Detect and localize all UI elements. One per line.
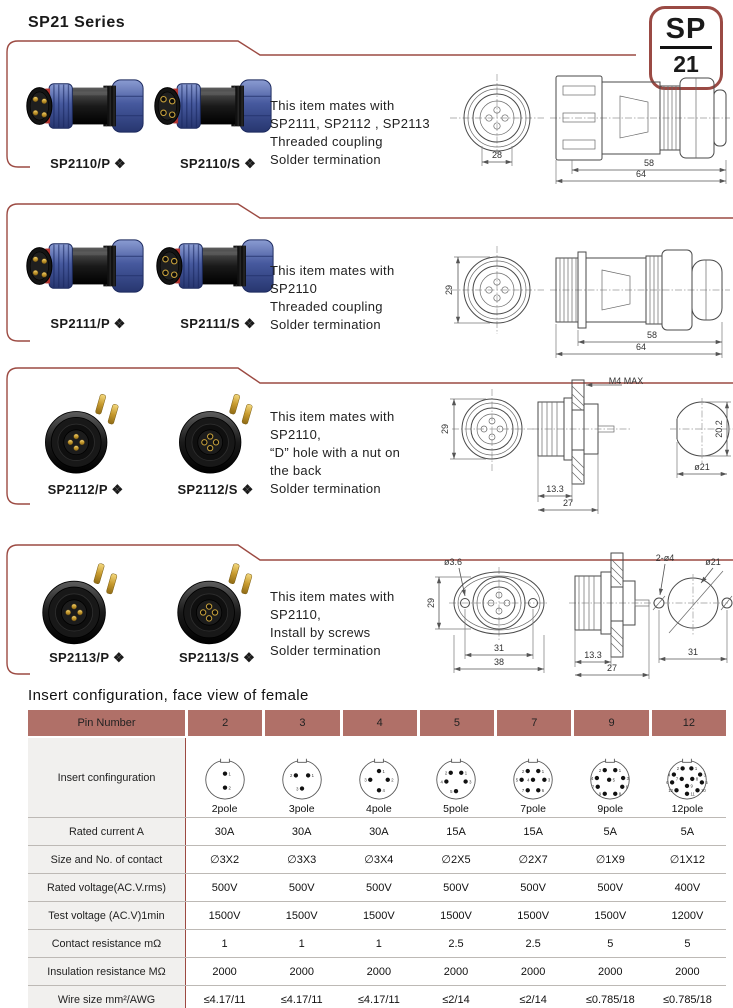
row-label: Rated voltage(AC.V.rms) — [28, 874, 186, 901]
table-cell: 2000 — [649, 958, 726, 985]
svg-text:5: 5 — [612, 777, 616, 783]
table-cell: 2000 — [263, 958, 340, 985]
description-line: Solder termination — [270, 152, 381, 167]
table-cell: 400V — [649, 874, 726, 901]
dimension-drawing-sp2111 — [430, 238, 733, 358]
connector-photo-sp2112s — [162, 385, 270, 483]
connector-photo-sp2113s — [160, 555, 270, 653]
table-cell: 1200V — [649, 902, 726, 929]
pin-diagram-3pole — [274, 752, 330, 804]
pin-count-header: 3 — [265, 710, 339, 736]
description-line: Threaded coupling — [270, 134, 383, 149]
dimension-drawing-sp2112 — [430, 372, 733, 515]
table-row — [28, 817, 726, 845]
table-cell: 1500V — [495, 902, 572, 929]
svg-text:5: 5 — [705, 780, 709, 786]
table-cell: ≤2/14 — [495, 986, 572, 1008]
svg-text:3: 3 — [548, 777, 551, 783]
product-label: SP2111/S ❖ — [180, 316, 256, 331]
table-cell: 2000 — [340, 958, 417, 985]
svg-text:4: 4 — [527, 777, 530, 783]
table-cell: 30A — [186, 818, 263, 845]
connector-photo-sp2110s — [148, 60, 274, 152]
pole-label: 9pole — [597, 803, 624, 815]
svg-text:1: 1 — [382, 768, 385, 774]
connector-photo-sp2111s — [150, 218, 276, 314]
pin-count-header: 5 — [420, 710, 494, 736]
svg-text:58: 58 — [646, 330, 658, 340]
table-cell: 5 — [649, 930, 726, 957]
insert-configuration-cell — [263, 738, 340, 817]
svg-text:12: 12 — [668, 788, 674, 793]
table-cell: 1 — [186, 930, 263, 957]
description-line: This item mates with — [270, 263, 395, 278]
pin-count-header: 4 — [343, 710, 417, 736]
table-row — [28, 957, 726, 985]
pin-diagram-7pole — [505, 752, 561, 804]
svg-text:1: 1 — [311, 773, 314, 779]
pin-diagram-5pole — [428, 752, 484, 804]
svg-text:3: 3 — [704, 772, 707, 778]
pole-label: 5pole — [443, 803, 469, 815]
svg-text:7: 7 — [592, 784, 595, 790]
table-cell: ≤4.17/11 — [340, 986, 417, 1008]
table-body — [28, 817, 726, 1008]
pin-count-header: 2 — [188, 710, 262, 736]
dimension-drawing-sp2113 — [425, 543, 733, 680]
row-label: Insulation resistance MΩ — [28, 958, 186, 985]
product-label: SP2111/P ❖ — [50, 316, 126, 331]
table-row — [28, 845, 726, 873]
description-line: Solder termination — [270, 481, 381, 496]
table-header-row — [28, 710, 726, 736]
description-line: Install by screws — [270, 625, 371, 640]
svg-text:ø21: ø21 — [694, 462, 710, 472]
svg-text:1: 1 — [228, 771, 231, 777]
row-label: Rated current A — [28, 818, 186, 845]
description-line: This item mates with — [270, 409, 395, 424]
table-cell: 1500V — [186, 902, 263, 929]
row-label: Contact resistance mΩ — [28, 930, 186, 957]
svg-text:1: 1 — [464, 770, 468, 776]
table-heading: Insert configuration, face view of female — [28, 687, 309, 704]
svg-text:20.2: 20.2 — [714, 420, 724, 438]
description-line: SP2110, — [270, 427, 322, 442]
row-label: Size and No. of contact — [28, 846, 186, 873]
svg-text:ø3.6: ø3.6 — [443, 557, 463, 567]
product-label: SP2110/S ❖ — [179, 156, 257, 171]
insert-configuration-cell — [186, 738, 263, 817]
table-cell: 2.5 — [417, 930, 494, 957]
table-cell: 1 — [263, 930, 340, 957]
connector-photo-sp2112p — [28, 385, 136, 483]
svg-text:2: 2 — [444, 770, 448, 776]
svg-text:2: 2 — [228, 785, 231, 791]
table-cell: 500V — [186, 874, 263, 901]
svg-text:2-ø4: 2-ø4 — [655, 553, 675, 563]
description — [270, 262, 394, 334]
svg-text:38: 38 — [493, 657, 505, 667]
svg-text:8: 8 — [696, 776, 699, 782]
table-cell: 5 — [572, 930, 649, 957]
table-cell: 5A — [649, 818, 726, 845]
table-cell: 500V — [263, 874, 340, 901]
svg-text:2: 2 — [391, 777, 394, 783]
svg-text:29: 29 — [444, 284, 454, 296]
svg-text:5: 5 — [450, 788, 453, 794]
svg-text:2: 2 — [289, 773, 293, 779]
table-cell: 1500V — [263, 902, 340, 929]
svg-text:3: 3 — [626, 775, 630, 781]
table-cell: 2000 — [417, 958, 494, 985]
svg-text:4: 4 — [591, 775, 594, 781]
table-cell: 1500V — [417, 902, 494, 929]
description-line: “D” hole with a nut on — [270, 445, 401, 460]
svg-text:ø21: ø21 — [705, 557, 721, 567]
svg-text:7: 7 — [676, 776, 679, 782]
description-line: the back — [270, 463, 322, 478]
svg-text:2: 2 — [522, 768, 525, 774]
svg-text:13.3: 13.3 — [546, 484, 564, 494]
table-cell: 2000 — [572, 958, 649, 985]
logo-21-text: 21 — [673, 51, 699, 77]
table-cell: ∅1X12 — [649, 846, 726, 873]
table-cell: ∅3X3 — [263, 846, 340, 873]
table-cell: 15A — [495, 818, 572, 845]
svg-text:1: 1 — [695, 766, 698, 772]
pole-label: 2pole — [211, 803, 238, 815]
table-cell: ≤4.17/11 — [186, 986, 263, 1008]
insert-configuration-cell — [649, 738, 726, 817]
pole-label: 12pole — [671, 803, 704, 815]
connector-photo-sp2110p — [20, 60, 146, 152]
svg-text:2: 2 — [599, 767, 602, 773]
svg-text:6: 6 — [626, 784, 629, 790]
svg-text:31: 31 — [687, 647, 699, 657]
row-label: Wire size mm²/AWG — [28, 986, 186, 1008]
table-cell: ∅1X9 — [572, 846, 649, 873]
insert-configuration-cell — [572, 738, 649, 817]
svg-text:27: 27 — [562, 498, 574, 508]
svg-text:13.3: 13.3 — [584, 650, 602, 660]
table-cell: 5A — [572, 818, 649, 845]
table-cell: ≤0.785/18 — [649, 986, 726, 1008]
svg-text:1: 1 — [619, 767, 622, 773]
description-line: This item mates with — [270, 98, 395, 113]
svg-text:4: 4 — [668, 772, 671, 778]
table-cell: 1 — [340, 930, 417, 957]
description-line: SP2111, SP2112 , SP2113 — [270, 116, 430, 131]
product-label: SP2112/P ❖ — [47, 482, 124, 497]
svg-text:2: 2 — [677, 766, 680, 772]
insert-configuration-cell — [340, 738, 417, 817]
svg-text:64: 64 — [635, 342, 647, 352]
table-cell: 1500V — [572, 902, 649, 929]
product-label: SP2110/P ❖ — [50, 156, 126, 171]
row-label: Test voltage (AC.V)1min — [28, 902, 186, 929]
table-cell: 500V — [572, 874, 649, 901]
pin-diagram-9pole — [582, 752, 638, 804]
description — [270, 408, 400, 498]
connector-photo-sp2113p — [25, 555, 135, 653]
spec-table — [28, 710, 726, 1008]
svg-text:8: 8 — [619, 791, 622, 797]
svg-text:28: 28 — [491, 150, 503, 160]
svg-text:1: 1 — [541, 768, 545, 774]
svg-text:4: 4 — [382, 788, 385, 793]
table-row — [28, 873, 726, 901]
table-cell: ∅2X5 — [417, 846, 494, 873]
table-cell: 2000 — [495, 958, 572, 985]
svg-text:4: 4 — [440, 779, 443, 785]
table-cell: ≤2/14 — [417, 986, 494, 1008]
description-line: SP2110, — [270, 607, 322, 622]
page-title: SP21 Series — [28, 14, 126, 31]
svg-text:3: 3 — [295, 786, 299, 792]
table-cell: 2000 — [186, 958, 263, 985]
svg-text:10: 10 — [701, 788, 707, 793]
svg-text:29: 29 — [426, 597, 436, 609]
pin-count-header: 12 — [652, 710, 726, 736]
table-row — [28, 901, 726, 929]
svg-text:9: 9 — [599, 791, 602, 797]
table-cell: ∅3X2 — [186, 846, 263, 873]
table-row — [28, 929, 726, 957]
description-line: Solder termination — [270, 317, 381, 332]
description — [270, 97, 430, 169]
svg-text:27: 27 — [606, 663, 618, 673]
pin-number-header: Pin Number — [28, 710, 185, 736]
pole-label: 4pole — [366, 803, 392, 815]
product-label: SP2113/S ❖ — [178, 650, 256, 665]
table-cell: 1500V — [340, 902, 417, 929]
table-cell: ≤4.17/11 — [263, 986, 340, 1008]
description-line: SP2110 — [270, 281, 318, 296]
product-label: SP2113/P ❖ — [49, 650, 125, 665]
table-row — [28, 985, 726, 1008]
insert-configuration-cell — [417, 738, 494, 817]
svg-text:5: 5 — [515, 777, 519, 783]
product-label: SP2112/S ❖ — [177, 482, 254, 497]
table-cell: 30A — [263, 818, 340, 845]
pin-diagram-2pole — [197, 752, 253, 804]
pole-label: 3pole — [288, 803, 315, 815]
description — [270, 588, 394, 660]
insert-configuration-cell — [495, 738, 572, 817]
description-line: This item mates with — [270, 589, 395, 604]
svg-text:29: 29 — [440, 423, 450, 435]
pin-diagram-4pole — [351, 752, 407, 804]
table-cell: 500V — [417, 874, 494, 901]
table-cell: ∅3X4 — [340, 846, 417, 873]
table-cell: 30A — [340, 818, 417, 845]
pin-count-header: 7 — [497, 710, 571, 736]
svg-text:11: 11 — [690, 791, 696, 797]
description-line: Threaded coupling — [270, 299, 383, 314]
table-cell: 2.5 — [495, 930, 572, 957]
svg-text:31: 31 — [493, 643, 505, 653]
table-cell: 500V — [495, 874, 572, 901]
svg-text:3: 3 — [364, 777, 367, 783]
insert-configuration-row — [28, 738, 726, 817]
svg-text:6: 6 — [666, 780, 670, 786]
svg-text:64: 64 — [635, 169, 647, 179]
svg-text:9: 9 — [690, 783, 694, 789]
table-cell: 500V — [340, 874, 417, 901]
svg-text:3: 3 — [469, 779, 472, 785]
pole-label: 7pole — [520, 803, 546, 815]
logo-sp-text: SP — [660, 12, 712, 49]
row-label: Insert confinguration — [28, 738, 186, 817]
svg-text:7: 7 — [522, 788, 525, 793]
svg-text:58: 58 — [643, 158, 655, 168]
dimension-drawing-sp2110 — [430, 66, 733, 184]
connector-photo-sp2111p — [20, 218, 146, 314]
table-cell: ≤0.785/18 — [572, 986, 649, 1008]
table-cell: 15A — [417, 818, 494, 845]
table-cell: ∅2X7 — [495, 846, 572, 873]
pin-diagram-12pole — [659, 752, 715, 804]
svg-text:M4 MAX: M4 MAX — [608, 376, 644, 386]
pin-count-header: 9 — [574, 710, 648, 736]
description-line: Solder termination — [270, 643, 381, 658]
svg-text:6: 6 — [541, 788, 545, 793]
